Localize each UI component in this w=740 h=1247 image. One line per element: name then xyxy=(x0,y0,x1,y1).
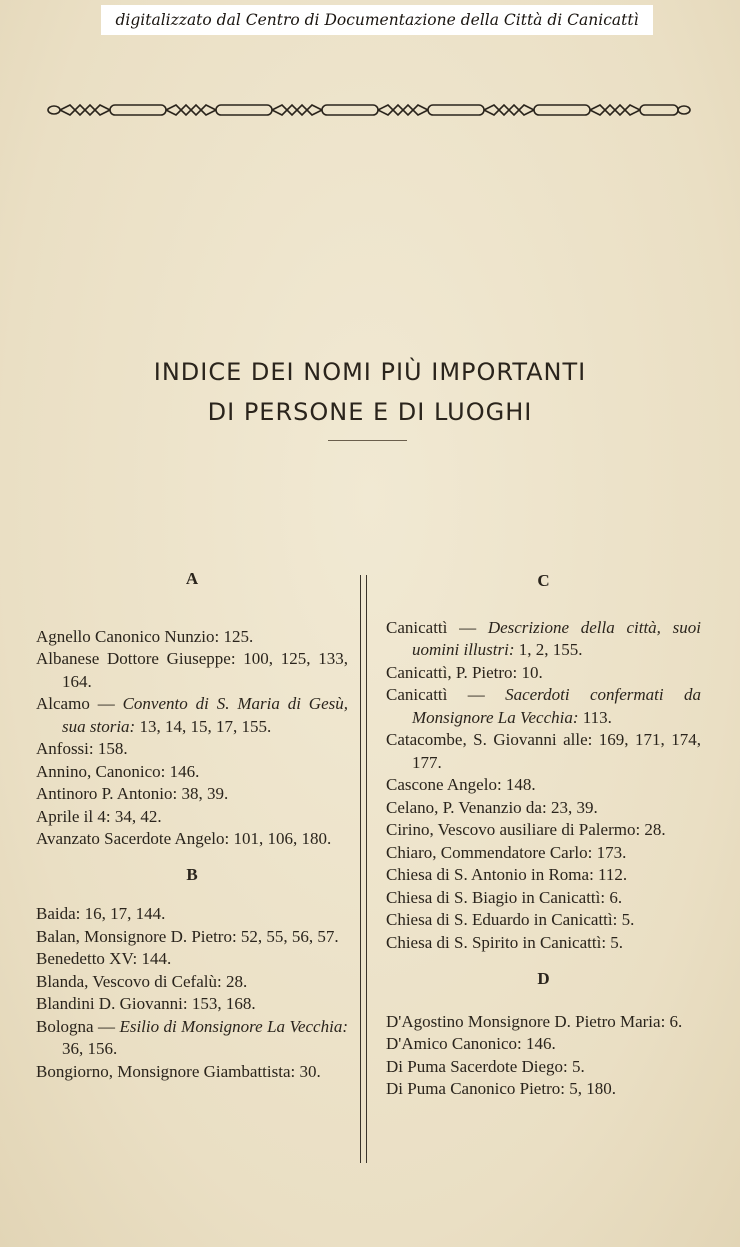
entry-description: Descrizione della città, suoi uomini illustri: xyxy=(412,617,701,659)
entry-pages: : 16, 17, 144. xyxy=(75,904,166,923)
entry-pages: : 28. xyxy=(635,820,666,839)
index-title-line2: DI PERSONE E DI LUOGHI xyxy=(207,398,533,426)
entry-pages: : 23, 39. xyxy=(541,797,598,817)
digitization-watermark: digitalizzato dal Centro di Documentazione della Città di Canicattì xyxy=(101,5,653,35)
entry-name: Bongiorno, Monsignore Giambattista xyxy=(36,1061,291,1081)
entry-pages: : 5. xyxy=(612,910,635,929)
index-entry xyxy=(386,932,701,955)
entry-pages: : 173. xyxy=(587,842,627,862)
entry-description: Esilio di Monsignore La Vecchia: xyxy=(119,1016,348,1036)
entry-name: Antinoro P. Antonio xyxy=(36,784,173,803)
section-letter-b: B xyxy=(186,864,198,884)
entry-description: Sacerdoti confermati da Monsignore La Vecchia: xyxy=(412,685,701,727)
entry-name: Canicattì, P. Pietro xyxy=(386,662,513,682)
column-divider xyxy=(360,575,367,1163)
index-entry xyxy=(386,1033,701,1056)
index-entry xyxy=(36,693,348,738)
index-entry xyxy=(386,887,701,910)
entry-name: Blandini D. Giovanni xyxy=(36,994,183,1013)
entry-name: Cirino, Vescovo ausiliare di Palermo xyxy=(386,820,636,839)
index-entry xyxy=(386,1056,701,1079)
entry-name: Canicattì — xyxy=(386,617,488,637)
entry-pages: : 34, 42. xyxy=(105,806,162,826)
entry-name: Balan, Monsignore D. Pietro xyxy=(36,926,232,946)
entry-pages: 1, 2, 155. xyxy=(514,640,583,659)
entry-name: Chiesa di S. Eduardo in Canicattì xyxy=(386,910,613,929)
index-entry xyxy=(386,684,701,729)
entry-description: Convento di S. Maria di Gesù, sua storia: xyxy=(62,694,348,736)
entry-name: Blanda, Vescovo di Cefalù xyxy=(36,971,217,991)
entry-pages: : 6. xyxy=(600,887,623,907)
entry-pages: : 100, 125, 133, 164. xyxy=(62,649,348,691)
index-entry xyxy=(36,1016,348,1061)
entry-pages: : 28. xyxy=(216,971,248,991)
entry-pages: : 144. xyxy=(132,949,172,968)
entry-pages: 13, 14, 15, 17, 155. xyxy=(135,716,272,736)
index-entry xyxy=(36,648,348,693)
entry-pages: : 158. xyxy=(88,739,128,758)
section-d-entries xyxy=(386,1011,701,1101)
index-entry xyxy=(36,926,348,949)
entry-pages: : 6. xyxy=(660,1011,683,1031)
index-entry xyxy=(36,806,348,829)
right-column xyxy=(386,570,701,1101)
entry-pages: : 148. xyxy=(496,775,536,794)
index-entry xyxy=(386,729,701,774)
index-entry xyxy=(386,774,701,797)
index-entry xyxy=(36,783,348,806)
section-a-entries xyxy=(36,626,348,851)
index-entry xyxy=(386,864,701,887)
index-entry xyxy=(386,819,701,842)
entry-name: D'Agostino Monsignore D. Pietro Maria xyxy=(386,1011,661,1031)
entry-name: Alcamo — xyxy=(36,694,123,713)
entry-pages: : 38, 39. xyxy=(172,784,229,803)
entry-pages: 36, 156. xyxy=(62,1039,118,1058)
index-entry xyxy=(36,761,348,784)
index-entry xyxy=(36,903,348,926)
entry-pages: : 10. xyxy=(512,662,543,682)
index-entry xyxy=(386,797,701,820)
index-entry xyxy=(386,1011,701,1034)
entry-name: Aprile il 4 xyxy=(36,806,106,826)
entry-name: Avanzato Sacerdote Angelo xyxy=(36,829,225,848)
section-b-entries xyxy=(36,903,348,1083)
title-underline xyxy=(328,440,407,441)
entry-pages: : 169, 171, 174, 177. xyxy=(412,730,701,772)
section-c-entries xyxy=(386,617,701,955)
entry-name: Di Puma Sacerdote Diego xyxy=(386,1056,564,1076)
entry-name: Chiesa di S. Antonio in Roma xyxy=(386,865,590,884)
entry-pages: : 112. xyxy=(589,865,628,884)
entry-name: Catacombe, S. Giovanni alle xyxy=(386,730,588,749)
section-letter-c: C xyxy=(537,571,550,590)
entry-pages: : 5, 180. xyxy=(560,1079,616,1098)
index-entry xyxy=(386,842,701,865)
left-column xyxy=(36,568,348,1083)
entry-name: Chiesa di S. Biagio in Canicattì xyxy=(386,887,601,907)
entry-pages: : 146. xyxy=(160,761,200,781)
entry-pages: : 125. xyxy=(214,626,254,646)
entry-pages: : 101, 106, 180. xyxy=(224,829,332,848)
entry-pages: : 5. xyxy=(563,1056,585,1076)
entry-name: Agnello Canonico Nunzio xyxy=(36,626,215,646)
entry-pages: : 52, 55, 56, 57. xyxy=(231,926,339,946)
entry-pages: 113. xyxy=(578,707,612,727)
entry-name: Chiaro, Commendatore Carlo xyxy=(386,842,588,862)
entry-name: Cascone Angelo xyxy=(386,775,497,794)
entry-pages: : 146. xyxy=(517,1034,556,1053)
index-title-line1: INDICE DEI NOMI PIÙ IMPORTANTI xyxy=(153,358,587,386)
entry-name: Baida xyxy=(36,904,76,923)
entry-pages: : 5. xyxy=(601,932,624,952)
decorative-chain-border xyxy=(44,99,692,121)
index-entry xyxy=(36,971,348,994)
index-entry xyxy=(36,948,348,971)
section-letter-a: A xyxy=(185,569,199,588)
entry-name: Canicattì — xyxy=(386,685,506,704)
index-entry xyxy=(36,828,348,851)
entry-name: Albanese Dottore Giuseppe xyxy=(36,649,231,668)
entry-name: Chiesa di S. Spirito in Canicattì xyxy=(386,932,602,952)
index-entry xyxy=(386,662,701,685)
entry-pages: : 153, 168. xyxy=(182,994,256,1013)
index-entry xyxy=(36,1061,348,1084)
index-entry xyxy=(386,909,701,932)
entry-name: Celano, P. Venanzio da xyxy=(386,797,542,817)
index-entry xyxy=(36,738,348,761)
entry-name: Bologna — xyxy=(36,1016,120,1036)
index-entry xyxy=(36,626,348,649)
entry-name: Annino, Canonico xyxy=(36,761,161,781)
entry-pages: : 30. xyxy=(290,1061,321,1081)
index-entry xyxy=(386,1078,701,1101)
entry-name: Anfossi xyxy=(36,739,89,758)
index-entry xyxy=(386,617,701,662)
entry-name: Di Puma Canonico Pietro xyxy=(386,1079,561,1098)
entry-name: D'Amico Canonico xyxy=(386,1034,518,1053)
entry-name: Benedetto XV xyxy=(36,949,133,968)
section-letter-d: D xyxy=(537,969,550,988)
index-entry xyxy=(36,993,348,1016)
